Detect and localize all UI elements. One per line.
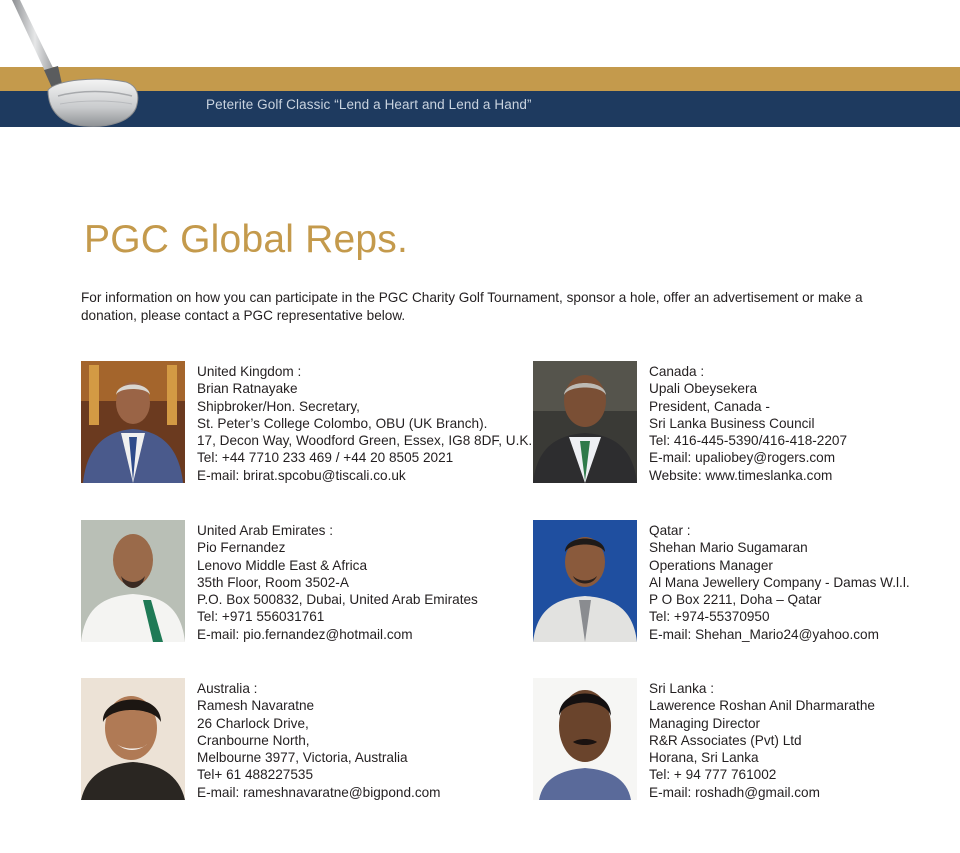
- portrait-photo: [81, 361, 185, 483]
- rep-detail: Operations Manager: [649, 557, 773, 573]
- rep-name: Shehan Mario Sugamaran: [649, 540, 808, 556]
- rep-phone: Tel: +44 7710 233 469 / +44 20 8505 2021: [197, 450, 454, 466]
- rep-detail: St. Peter’s College Colombo, OBU (UK Branch).: [197, 415, 488, 431]
- rep-email[interactable]: E-mail: Shehan_Mario24@yahoo.com: [649, 626, 879, 642]
- intro-paragraph: For information on how you can participate in the PGC Charity Golf Tournament, sponsor a hole, offer an advertisement or make a donation, please contact a PGC representative below.: [81, 290, 863, 323]
- rep-name: Upali Obeysekera: [649, 381, 758, 397]
- golf-club-icon: [0, 0, 150, 132]
- portrait-photo: [533, 361, 637, 483]
- rep-address: 35th Floor, Room 3502-A: [197, 574, 349, 590]
- rep-address: Horana, Sri Lanka: [649, 750, 759, 766]
- rep-country: Canada :: [649, 364, 705, 379]
- rep-phone: Tel+ 61 488227535: [197, 767, 314, 783]
- rep-detail: President, Canada -: [649, 398, 770, 414]
- rep-phone: Tel: + 94 777 761002: [649, 767, 777, 783]
- rep-address: P O Box 2211, Doha – Qatar: [649, 592, 822, 608]
- rep-address: 17, Decon Way, Woodford Green, Essex, IG8 8DF, U.K.: [197, 433, 533, 449]
- rep-website[interactable]: Website: www.timeslanka.com: [649, 467, 833, 483]
- page-title: PGC Global Reps.: [84, 218, 408, 261]
- rep-email[interactable]: E-mail: rameshnavaratne@bigpond.com: [197, 784, 441, 800]
- rep-address: Melbourne 3977, Victoria, Australia: [197, 750, 408, 766]
- rep-country: Sri Lanka :: [649, 681, 714, 696]
- rep-detail: Al Mana Jewellery Company - Damas W.l.l.: [649, 574, 910, 590]
- portrait-photo: [81, 520, 185, 642]
- rep-name: Pio Fernandez: [197, 540, 286, 556]
- rep-detail: Sri Lanka Business Council: [649, 415, 815, 431]
- rep-name: Ramesh Navaratne: [197, 698, 315, 714]
- rep-name: Brian Ratnayake: [197, 381, 298, 397]
- rep-address: 26 Charlock Drive,: [197, 715, 309, 731]
- rep-email[interactable]: E-mail: roshadh@gmail.com: [649, 784, 820, 800]
- rep-phone: Tel: 416-445-5390/416-418-2207: [649, 433, 848, 449]
- portrait-photo: [533, 520, 637, 642]
- rep-address: Cranbourne North,: [197, 732, 310, 748]
- rep-phone: Tel: +974-55370950: [649, 609, 770, 625]
- rep-detail: Managing Director: [649, 715, 761, 731]
- rep-detail: R&R Associates (Pvt) Ltd: [649, 732, 802, 748]
- portrait-photo: [533, 678, 637, 800]
- rep-email[interactable]: E-mail: brirat.spcobu@tiscali.co.uk: [197, 467, 406, 483]
- header-tagline: Peterite Golf Classic “Lend a Heart and Lend a Hand”: [206, 97, 532, 112]
- rep-email[interactable]: E-mail: upaliobey@rogers.com: [649, 450, 836, 466]
- rep-country: Qatar :: [649, 523, 691, 538]
- rep-country: Australia :: [197, 681, 258, 696]
- rep-email[interactable]: E-mail: pio.fernandez@hotmail.com: [197, 626, 413, 642]
- rep-country: United Kingdom :: [197, 364, 302, 379]
- portrait-photo: [81, 678, 185, 800]
- rep-detail: Shipbroker/Hon. Secretary,: [197, 398, 360, 414]
- rep-detail: Lenovo Middle East & Africa: [197, 557, 368, 573]
- rep-name: Lawerence Roshan Anil Dharmarathe: [649, 698, 875, 714]
- rep-phone: Tel: +971 556031761: [197, 609, 325, 625]
- rep-country: United Arab Emirates :: [197, 523, 333, 538]
- rep-address: P.O. Box 500832, Dubai, United Arab Emirates: [197, 592, 478, 608]
